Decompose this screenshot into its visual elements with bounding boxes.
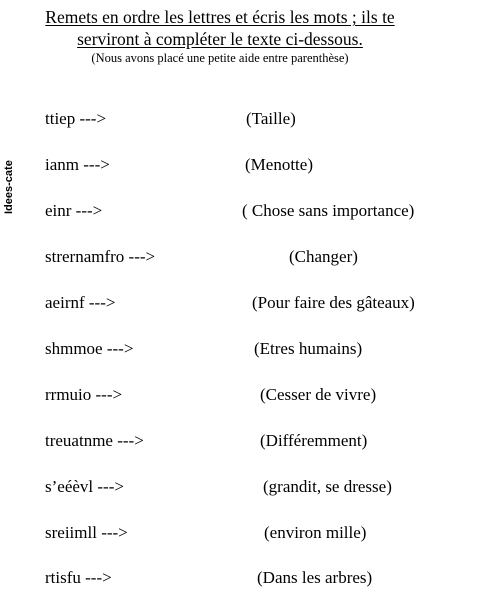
word-row (0, 245, 489, 269)
instruction-line-1: Remets en ordre les lettres et écris les mots ; ils te (45, 7, 395, 27)
scrambled-word: shmmoe ---> (45, 339, 134, 358)
word-hint: (Cesser de vivre) (260, 385, 377, 404)
word-row (0, 521, 489, 545)
word-hint: (Changer) (289, 247, 358, 266)
scrambled-word: strernamfro ---> (45, 247, 156, 266)
word-row (0, 566, 489, 590)
scrambled-word: treuatnme ---> (45, 431, 144, 450)
word-row (0, 153, 489, 177)
word-hint: (Pour faire des gâteaux) (252, 293, 415, 312)
instruction-line-2: serviront à compléter le texte ci-dessous. (77, 29, 363, 49)
word-row (0, 429, 489, 453)
word-hint: (Etres humains) (254, 339, 363, 358)
word-hint: (grandit, se dresse) (263, 477, 392, 496)
scrambled-word: rtisfu ---> (45, 568, 112, 587)
word-row (0, 291, 489, 315)
word-hint: (Taille) (246, 109, 296, 128)
instruction-note: (Nous avons placé une petite aide entre parenthèse) (91, 51, 349, 65)
scrambled-word: rrmuio ---> (45, 385, 123, 404)
scrambled-word: ianm ---> (45, 155, 110, 174)
word-row (0, 475, 489, 499)
word-hint: (environ mille) (264, 523, 367, 542)
scrambled-word: s’eéèvl ---> (45, 477, 124, 496)
word-row (0, 383, 489, 407)
scrambled-word: ttiep ---> (45, 109, 107, 128)
scrambled-word: einr ---> (45, 201, 103, 220)
scrambled-word: aeirnf ---> (45, 293, 116, 312)
exercise-header (0, 6, 440, 65)
word-hint: ( Chose sans importance) (242, 201, 415, 220)
word-hint: (Dans les arbres) (257, 568, 373, 587)
word-row (0, 199, 489, 223)
word-hint: (Menotte) (245, 155, 313, 174)
scrambled-word: sreiimll ---> (45, 523, 128, 542)
word-hint: (Différemment) (260, 431, 368, 450)
watermark-text: Idees-cate (3, 160, 15, 214)
word-row (0, 107, 489, 131)
word-row (0, 337, 489, 361)
